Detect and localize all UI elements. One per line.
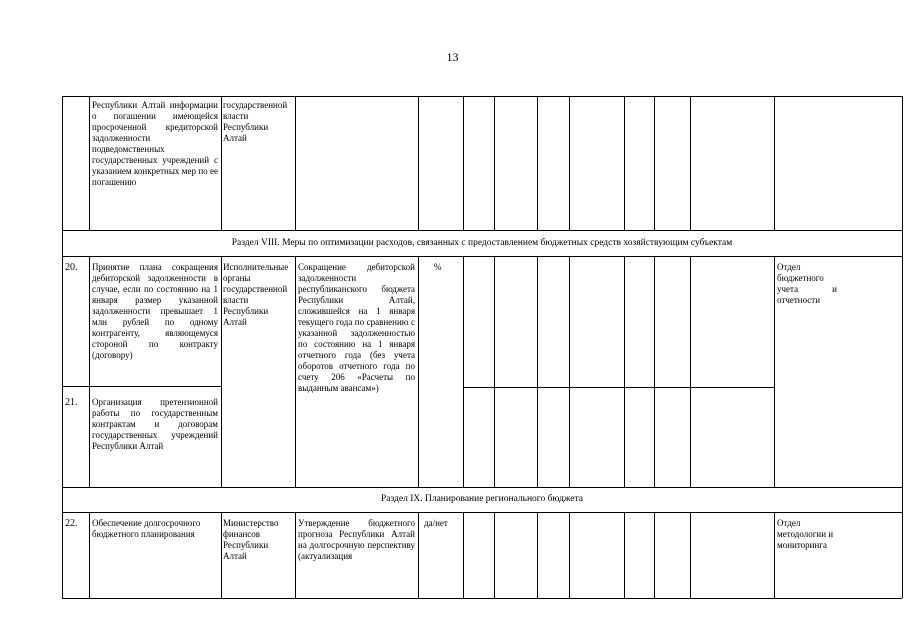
col-border xyxy=(89,96,90,230)
col-border xyxy=(463,512,464,598)
row20-task-cell: Принятие плана сокращения дебиторской задолженности в случае, если по состоянию на 1 января размер указанной задолженности превышает 1 млн рублей по одному контрагенту, являющемуся стороной по контракту (договору) xyxy=(92,262,218,360)
row-number: 22. xyxy=(65,518,78,529)
col-border xyxy=(295,96,296,230)
col-border xyxy=(624,96,625,230)
col-border xyxy=(569,96,570,230)
col-border xyxy=(569,512,570,598)
col-border xyxy=(569,256,570,487)
row-divider xyxy=(62,386,222,387)
table-top-border xyxy=(62,96,902,97)
row-divider xyxy=(62,487,902,488)
row22-responsible-cell: Отдел методологии и мониторинга xyxy=(777,518,834,550)
col-border xyxy=(537,512,538,598)
row-divider xyxy=(62,256,902,257)
col-border xyxy=(690,96,691,230)
col-border xyxy=(494,512,495,598)
row20-responsible-cell: Отдел бюджетного учета и отчетности xyxy=(777,262,837,305)
row21-task-cell: Организация претензионной работы по государственным контрактам и договорам государственных учреждений Республики Алтай xyxy=(92,397,218,451)
col-border xyxy=(418,256,419,487)
col-border xyxy=(295,256,296,487)
col-border xyxy=(418,96,419,230)
col-border xyxy=(418,512,419,598)
col-border xyxy=(62,96,63,598)
row-divider xyxy=(463,387,774,388)
col-border xyxy=(221,512,222,598)
row-divider xyxy=(62,230,902,231)
col-border xyxy=(463,256,464,487)
col-border xyxy=(221,256,222,487)
row-divider xyxy=(62,512,902,513)
col-border xyxy=(654,512,655,598)
row22-indicator-cell: Утверждение бюджетного прогноза Республики Алтай на долгосрочную перспективу (актуализация xyxy=(298,518,415,561)
col-border xyxy=(624,256,625,487)
section-heading-viii: Раздел VIII. Меры по оптимизации расходов, связанных с предоставлением бюджетных средств хозяйствующим субъектам xyxy=(231,238,733,248)
row-number: 21. xyxy=(65,397,78,408)
row-number: 20. xyxy=(65,262,78,273)
col-border xyxy=(654,96,655,230)
row20-indicator-cell: Сокращение дебиторской задолженности республиканского бюджета Республики Алтай, сложившейся на 1 января текущего года по сравнению с указанной задолженностью по состоянию на 1 января отчетного года (без учета оборотов отчетного года по счету 206 «Расчеты по выданным авансам») xyxy=(298,262,415,393)
row22-unit-cell: да/нет xyxy=(424,518,448,528)
row20-unit-cell: % xyxy=(434,262,442,272)
col-border xyxy=(902,96,903,598)
col-border xyxy=(295,512,296,598)
cont-executor-cell: государственной власти Республики Алтай xyxy=(223,100,288,143)
page-number: 13 xyxy=(446,50,459,64)
col-border xyxy=(624,512,625,598)
cont-task-cell: Республики Алтай информации о погашении имеющейся просроченной кредиторской задолженности подведомственных государственных учреждений с указанием конкретных мер по ее погашению xyxy=(92,100,218,187)
col-border xyxy=(654,256,655,487)
col-border xyxy=(89,256,90,487)
col-border xyxy=(774,256,775,487)
row20-executor-cell: Исполнительные органы государственной власти Республики Алтай xyxy=(223,262,289,327)
col-border xyxy=(494,256,495,487)
col-border xyxy=(463,96,464,230)
col-border xyxy=(690,512,691,598)
col-border xyxy=(690,256,691,487)
col-border xyxy=(221,96,222,230)
table-bottom-border xyxy=(62,598,902,599)
section-heading-ix: Раздел IX. Планирование регионального бюджета xyxy=(380,494,584,504)
col-border xyxy=(494,96,495,230)
col-border xyxy=(537,96,538,230)
col-border xyxy=(537,256,538,487)
row22-executor-cell: Министерство финансов Республики Алтай xyxy=(223,518,279,561)
col-border xyxy=(774,96,775,230)
col-border xyxy=(89,512,90,598)
col-border xyxy=(774,512,775,598)
row22-task-cell: Обеспечение долгосрочного бюджетного планирования xyxy=(92,518,201,539)
